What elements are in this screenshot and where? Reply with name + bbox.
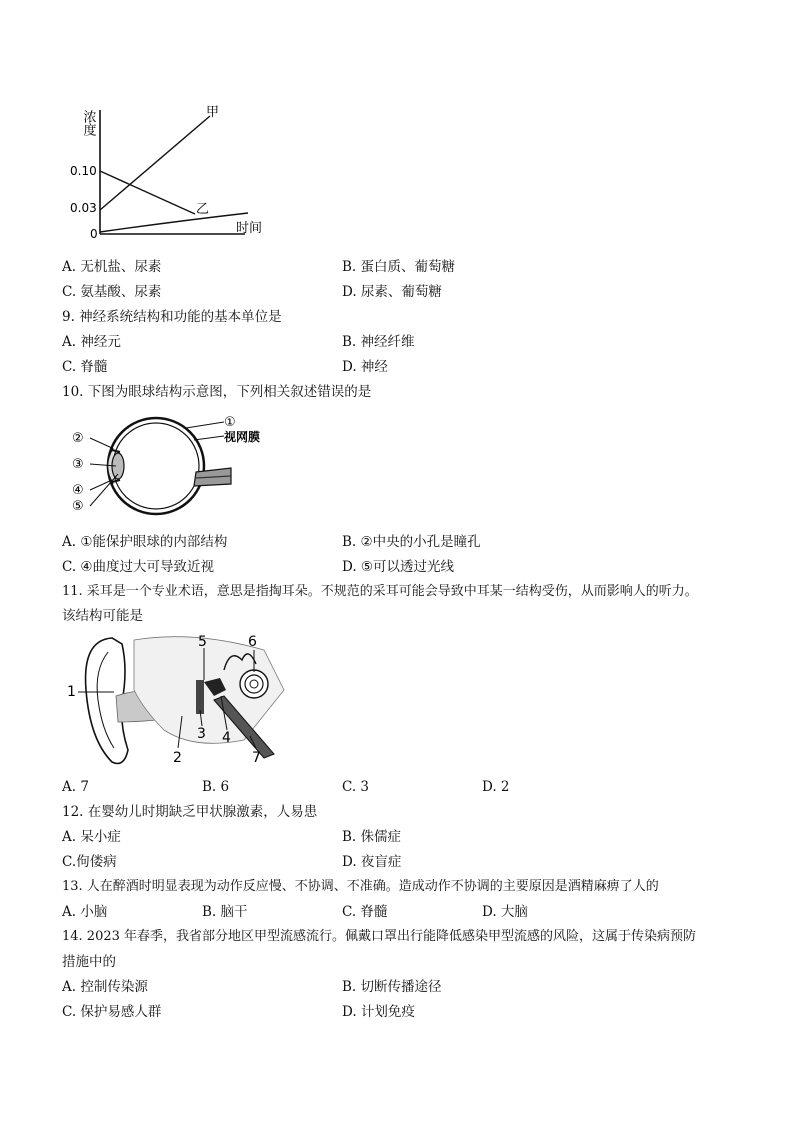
- ear-label-5: 5: [198, 634, 207, 650]
- q12-option-b: B. 侏儒症: [342, 829, 402, 845]
- q9-option-c: C. 脊髓: [62, 359, 108, 375]
- q13-option-a: A. 小脑: [62, 904, 108, 920]
- eye-label-3: ③: [72, 457, 84, 472]
- q12-option-a: A. 呆小症: [62, 829, 121, 845]
- eye-label-2: ②: [72, 431, 84, 446]
- q9-option-b: B. 神经纤维: [342, 334, 415, 350]
- curve-bottom: [100, 213, 248, 232]
- q10-option-c: C. ④曲度过大可导致近视: [62, 559, 215, 575]
- leader-1: [186, 422, 224, 428]
- q13-option-c: C. 脊髓: [342, 904, 388, 920]
- ear-label-3: 3: [197, 726, 206, 742]
- x-axis-label: 时间: [236, 221, 263, 236]
- q8-option-b: B. 蛋白质、葡萄糖: [342, 259, 456, 275]
- q8-option-c: C. 氨基酸、尿素: [62, 284, 162, 300]
- q12-option-c: C.佝偻病: [62, 854, 117, 870]
- q11-option-d: D. 2: [482, 779, 510, 795]
- tick-010: 0.10: [70, 164, 97, 178]
- q10-option-a: A. ①能保护眼球的内部结构: [62, 534, 228, 550]
- q8-option-a: A. 无机盐、尿素: [62, 259, 162, 275]
- eye-label-retina: 视网膜: [224, 430, 261, 444]
- q14-option-a: A. 控制传染源: [62, 979, 148, 995]
- ear-label-2: 2: [173, 750, 182, 766]
- tick-003: 0.03: [70, 201, 97, 215]
- cochlea-outer: [240, 670, 268, 698]
- ear-diagram: [64, 630, 304, 770]
- ear-label-7: 7: [252, 750, 261, 766]
- q14-stem-line2: 措施中的: [62, 954, 116, 970]
- q13-option-d: D. 大脑: [482, 904, 528, 920]
- ear-label-6: 6: [248, 634, 257, 650]
- q14-option-b: B. 切断传播途径: [342, 979, 442, 995]
- curve-jia-label: 甲: [206, 105, 220, 120]
- origin-label: 0: [90, 227, 98, 241]
- q11-option-a: A. 7: [62, 779, 89, 795]
- q9-stem: 9. 神经系统结构和功能的基本单位是: [62, 309, 282, 325]
- q10-option-d: D. ⑤可以透过光线: [342, 559, 455, 575]
- q13-option-b: B. 脑干: [202, 904, 248, 920]
- eye-label-5: ⑤: [72, 499, 84, 514]
- q12-stem: 12. 在婴幼儿时期缺乏甲状腺激素，人易患: [62, 804, 318, 820]
- eardrum: [196, 680, 204, 714]
- q9-option-a: A. 神经元: [62, 334, 121, 350]
- curve-yi: [100, 171, 195, 214]
- q14-option-c: C. 保护易感人群: [62, 1004, 162, 1020]
- y-axis-label: 浓度: [80, 110, 96, 136]
- q10-stem: 10. 下图为眼球结构示意图，下列相关叙述错误的是: [62, 384, 372, 400]
- q11-option-c: C. 3: [342, 779, 370, 795]
- q10-option-b: B. ②中央的小孔是瞳孔: [342, 534, 481, 550]
- eye-label-1: ①: [224, 415, 236, 430]
- ear-label-1: 1: [67, 684, 76, 700]
- curve-yi-label: 乙: [196, 202, 210, 217]
- q14-option-d: D. 计划免疫: [342, 1004, 415, 1020]
- ear-label-4: 4: [222, 730, 231, 746]
- q12-option-d: D. 夜盲症: [342, 854, 402, 870]
- q13-stem: 13. 人在醉酒时明显表现为动作反应慢、不协调、不准确。造成动作不协调的主要原因是酒精麻痹了人的: [62, 879, 659, 894]
- concentration-graph: [70, 102, 285, 247]
- eyeball-inner: [113, 423, 199, 509]
- q11-stem-line2: 该结构可能是: [62, 608, 143, 624]
- q11-option-b: B. 6: [202, 779, 230, 795]
- q11-stem-line1: 11. 采耳是一个专业术语，意思是指掏耳朵。不规范的采耳可能会导致中耳某一结构受伤，从而影响人的听力。: [62, 584, 698, 599]
- q9-option-d: D. 神经: [342, 359, 388, 375]
- eyeball-diagram: [66, 410, 281, 522]
- q14-stem-line1: 14. 2023 年春季，我省部分地区甲型流感流行。佩戴口罩出行能降低感染甲型流感的风险，这属于传染病预防: [62, 929, 697, 944]
- leader-2: [90, 438, 112, 448]
- eye-label-4: ④: [72, 483, 84, 498]
- q8-option-d: D. 尿素、葡萄糖: [342, 284, 442, 300]
- leader-retina: [194, 436, 224, 440]
